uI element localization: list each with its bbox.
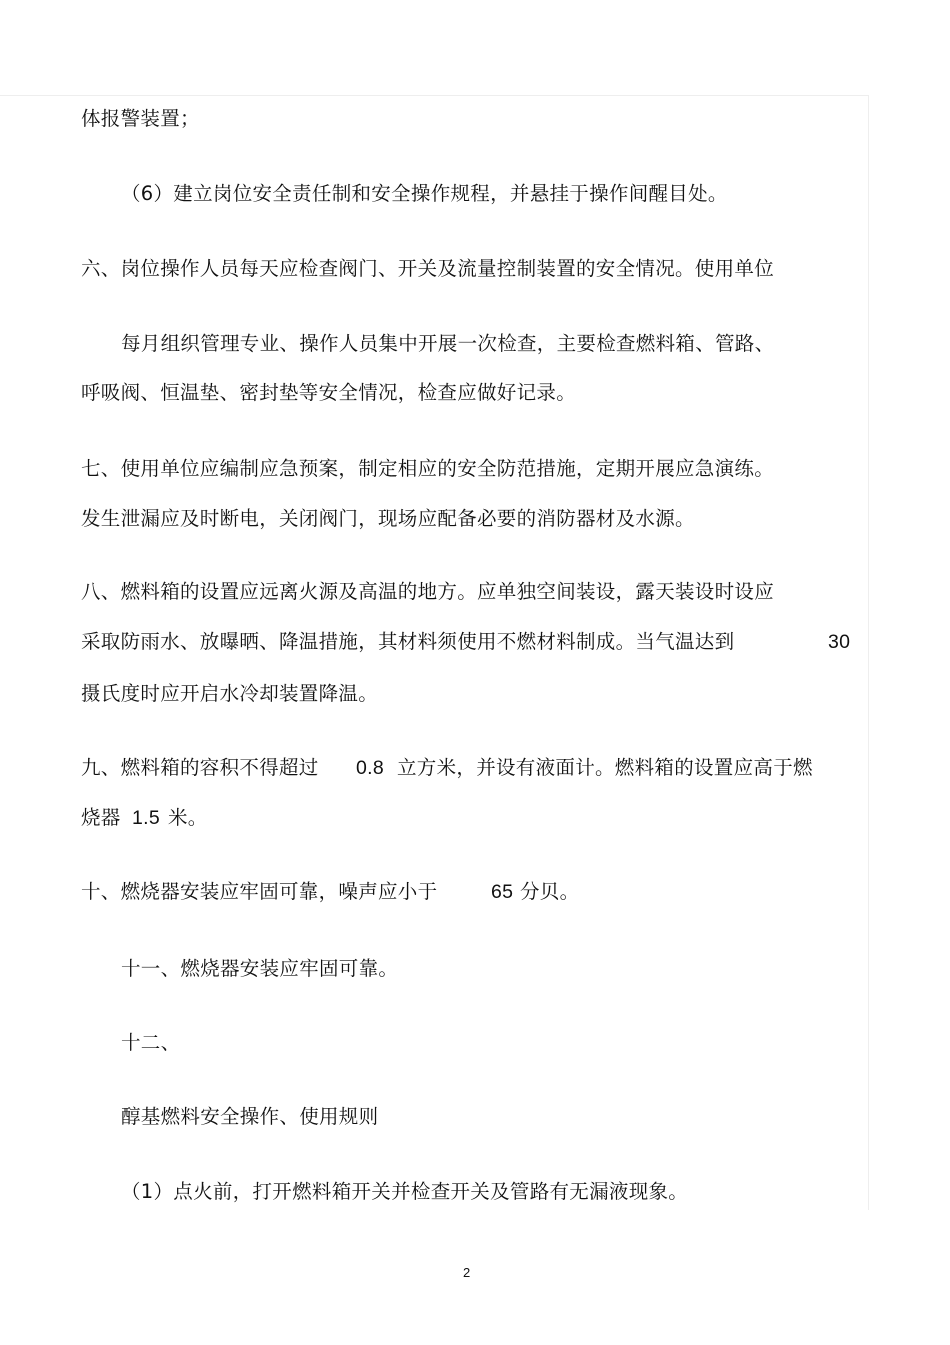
text-line: 体报警装置； bbox=[81, 107, 200, 130]
text-line: 摄氏度时应开启水冷却装置降温。 bbox=[81, 682, 379, 705]
text-line: 七、使用单位应编制应急预案，制定相应的安全防范措施，定期开展应急演练。 bbox=[81, 457, 775, 480]
text-line: 发生泄漏应及时断电，关闭阀门，现场应配备必要的消防器材及水源。 bbox=[81, 507, 695, 530]
text-line: 立方米，并设有液面计。燃料箱的设置应高于燃 bbox=[397, 756, 813, 779]
text-line: （1）点火前，打开燃料箱开关并检查开关及管路有无漏液现象。 bbox=[121, 1180, 689, 1203]
text-line: 六、岗位操作人员每天应检查阀门、开关及流量控制装置的安全情况。使用单位 bbox=[81, 257, 775, 280]
text-line: 分贝。 bbox=[520, 880, 580, 903]
text-line: 十一、燃烧器安装应牢固可靠。 bbox=[121, 957, 399, 980]
text-line: 十、燃烧器安装应牢固可靠，噪声应小于 bbox=[81, 880, 438, 903]
text-line: 每月组织管理专业、操作人员集中开展一次检查，主要检查燃料箱、管路、 bbox=[121, 332, 775, 355]
text-line: 九、燃料箱的容积不得超过 bbox=[81, 756, 319, 779]
section-title: 醇基燃料安全操作、使用规则 bbox=[121, 1105, 379, 1128]
text-line: 米。 bbox=[168, 806, 208, 829]
text-line: 十二、 bbox=[121, 1031, 181, 1054]
text-line: （6）建立岗位安全责任制和安全操作规程，并悬挂于操作间醒目处。 bbox=[121, 182, 728, 205]
number-30: 30 bbox=[828, 631, 851, 653]
text-line: 八、燃料箱的设置应远离火源及高温的地方。应单独空间装设，露天装设时设应 bbox=[81, 580, 775, 603]
number-65: 65 bbox=[491, 881, 514, 903]
text-line: 采取防雨水、放曝晒、降温措施，其材料须使用不燃材料制成。当气温达到 bbox=[81, 630, 735, 653]
number-1-5: 1.5 bbox=[132, 807, 161, 829]
text-line: 呼吸阀、恒温垫、密封垫等安全情况，检查应做好记录。 bbox=[81, 381, 577, 404]
number-0-8: 0.8 bbox=[356, 757, 385, 779]
text-line: 烧器 bbox=[81, 806, 121, 829]
page-number: 2 bbox=[463, 1265, 471, 1280]
